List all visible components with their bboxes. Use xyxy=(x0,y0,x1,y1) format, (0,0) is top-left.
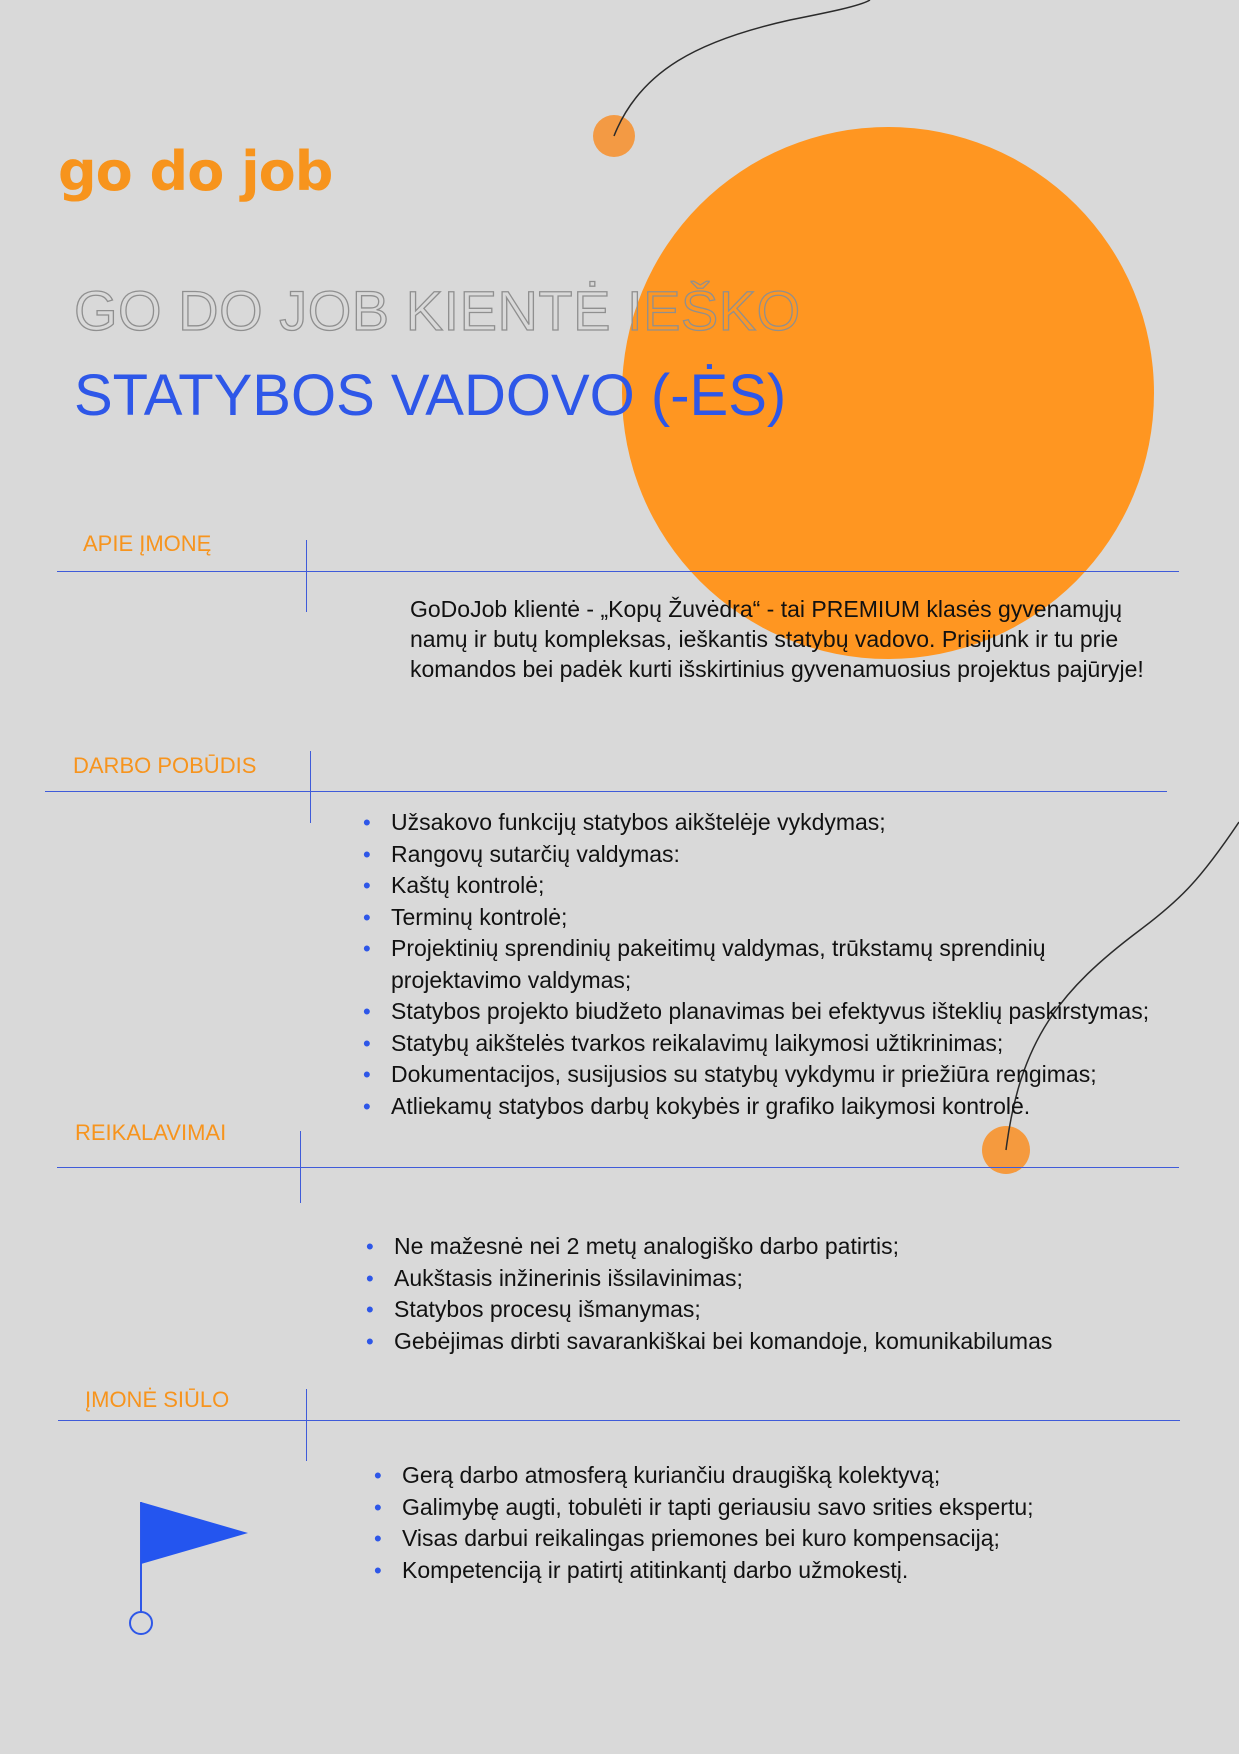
list-item: • Aukštasis inžinerinis išsilavinimas; xyxy=(366,1263,1166,1295)
list-item: • Visas darbui reikalingas priemones bei kuro kompensaciją; xyxy=(374,1523,1174,1555)
requirements-list xyxy=(366,1231,1166,1357)
go-do-job-logo: go do job xyxy=(58,140,333,203)
section-tick-offer xyxy=(306,1389,307,1461)
section-label-about: APIE ĮMONĘ xyxy=(83,531,212,556)
list-item: • Atliekamų statybos darbų kokybės ir grafiko laikymosi kontrolė. xyxy=(363,1091,1163,1123)
list-item: • Kompetenciją ir patirtį atitinkantį darbo užmokestį. xyxy=(374,1555,1174,1587)
list-item: • Projektinių sprendinių pakeitimų valdymas, trūkstamų sprendinių projektavimo valdymas; xyxy=(363,933,1163,996)
list-item: • Užsakovo funkcijų statybos aikštelėje vykdymas; xyxy=(363,807,1163,839)
list-item: • Ne mažesnė nei 2 metų analogiško darbo patirtis; xyxy=(366,1231,1166,1263)
section-label-offer: ĮMONĖ SIŪLO xyxy=(85,1387,230,1412)
header-kicker: GO DO JOB KIENTĖ IEŠKO xyxy=(74,279,801,342)
section-divider-about xyxy=(57,571,1179,572)
section-label-requirements: REIKALAVIMAI xyxy=(75,1120,227,1145)
section-tick-requirements xyxy=(300,1131,301,1203)
flag-icon xyxy=(130,1502,248,1634)
section-tick-work xyxy=(310,751,311,823)
section-divider-requirements xyxy=(57,1167,1179,1168)
offer-list xyxy=(374,1460,1174,1586)
list-item: • Dokumentacijos, susijusios su statybų vykdymu ir priežiūra rengimas; xyxy=(363,1059,1163,1091)
list-item: • Gerą darbo atmosferą kuriančiu draugišką kolektyvą; xyxy=(374,1460,1174,1492)
section-divider-offer xyxy=(58,1420,1180,1421)
section-tick-about xyxy=(306,540,307,612)
list-item: • Galimybę augti, tobulėti ir tapti geriausiu savo srities ekspertu; xyxy=(374,1492,1174,1524)
section-label-work: DARBO POBŪDIS xyxy=(73,753,257,778)
work-list xyxy=(363,807,1163,1122)
list-item: • Statybų aikštelės tvarkos reikalavimų laikymosi užtikrinimas; xyxy=(363,1028,1163,1060)
list-item: • Statybos projekto biudžeto planavimas bei efektyvus išteklių paskirstymas; xyxy=(363,996,1163,1028)
curve-line-top xyxy=(614,0,870,136)
list-item: • Terminų kontrolė; xyxy=(363,902,1163,934)
list-item: • Rangovų sutarčių valdymas: xyxy=(363,839,1163,871)
list-item: • Kaštų kontrolė; xyxy=(363,870,1163,902)
list-item: • Statybos procesų išmanymas; xyxy=(366,1294,1166,1326)
list-item: • Gebėjimas dirbti savarankiškai bei komandoje, komunikabilumas xyxy=(366,1326,1166,1358)
about-text: GoDoJob klientė - „Kopų Žuvėdra“ - tai PREMIUM klasės gyvenamųjų namų ir butų kompleksas, ieškantis statybų vadovo. Prisijunk ir tu prie komandos bei padėk kurti išskirtinius gyvenamuosius projektus pajūryje! xyxy=(410,596,1144,682)
section-divider-work xyxy=(45,791,1167,792)
page-title: STATYBOS VADOVO (-ĖS) xyxy=(74,363,787,428)
